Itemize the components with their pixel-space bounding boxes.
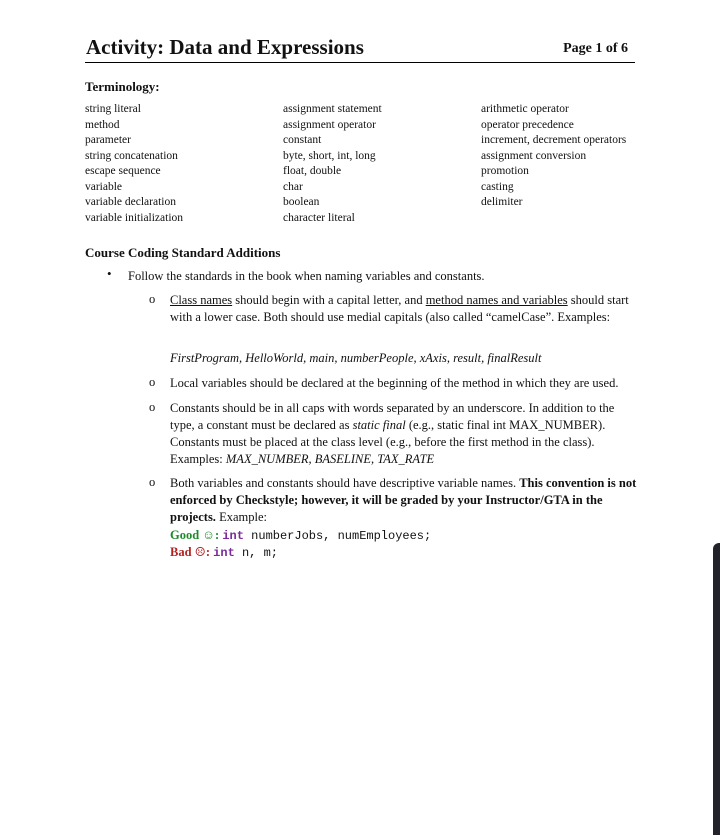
terminology-column-3 — [481, 102, 626, 211]
sub-bullet-marker: o — [149, 400, 156, 414]
camelcase-examples: FirstProgram, HelloWorld, main, numberPeople, xAxis, result, finalResult — [170, 351, 542, 365]
term-item: assignment statement — [283, 103, 382, 115]
coding-standards-heading: Course Coding Standard Additions — [85, 245, 281, 260]
term-item: assignment operator — [283, 118, 376, 131]
term-item: string literal — [85, 103, 141, 115]
standard-naming-case: Class names should begin with a capital letter, and method names and variables should start with a lower case. Both should use medial capitals (also called “camelCase”. Examples: — [170, 293, 629, 324]
term-item: string concatenation — [85, 149, 178, 162]
term-item: delimiter — [481, 196, 523, 208]
term-item: promotion — [481, 165, 529, 177]
term-item: arithmetic operator — [481, 103, 569, 115]
terminology-column-1 — [85, 102, 183, 226]
sub-bullet-marker: o — [149, 292, 156, 306]
good-example-code: numberJobs, numEmployees; — [243, 529, 432, 543]
standard-descriptive-names: Both variables and constants should have descriptive variable names. This convention is not enforced by Checkstyle; however, it will be graded by your Instructor/GTA in the projects. Example: — [170, 476, 637, 524]
standard-constants: Constants should be in all caps with words separated by an underscore. In addition to the type, a constant must be declared as static final (e.g., static final int MAX_NUMBER). Constants must be placed at the class level (e.g., before the first method in the class). Examples: MAX_NUMBER, BASELINE, TAX_RATE — [170, 401, 615, 466]
terminology-heading: Terminology: — [85, 79, 160, 94]
bad-example-label: Bad ☹: — [170, 545, 211, 559]
class-names-term: Class names — [170, 293, 233, 307]
good-example-line: Good ☺: int numberJobs, numEmployees; — [170, 528, 432, 543]
term-item: variable initialization — [85, 211, 184, 224]
term-item: char — [283, 180, 303, 193]
term-item: constant — [283, 134, 322, 146]
page-number: Page 1 of 6 — [563, 41, 628, 56]
term-item: variable — [85, 180, 123, 193]
term-item: assignment conversion — [481, 149, 587, 162]
term-item: casting — [481, 180, 514, 193]
good-example-label: Good ☺: — [170, 528, 220, 542]
term-item: method — [85, 118, 120, 131]
term-item: operator precedence — [481, 118, 574, 131]
method-variable-names-term: method names and variables — [425, 293, 568, 307]
term-item: escape sequence — [85, 165, 161, 177]
standard-local-variables: Local variables should be declared at the beginning of the method in which they are used. — [170, 376, 619, 390]
term-item: float, double — [283, 165, 342, 177]
bullet-marker: • — [107, 266, 112, 281]
term-item: parameter — [85, 134, 131, 146]
terminology-column-2 — [283, 102, 382, 226]
constant-examples: MAX_NUMBER, BASELINE, TAX_RATE — [225, 452, 435, 466]
term-item: boolean — [283, 196, 320, 208]
term-item: byte, short, int, long — [283, 149, 376, 162]
sub-bullet-marker: o — [149, 375, 156, 389]
term-item: increment, decrement operators — [481, 134, 627, 146]
term-item: character literal — [283, 211, 355, 224]
page-header — [85, 33, 635, 63]
bad-example-line: Bad ☹: int n, m; — [170, 545, 278, 560]
bad-example-code: n, m; — [234, 546, 278, 560]
bullet-text: Follow the standards in the book when naming variables and constants. — [128, 269, 485, 283]
side-scroll-tab[interactable] — [713, 543, 720, 835]
page-title: Activity: Data and Expressions — [86, 35, 364, 59]
term-item: variable declaration — [85, 196, 176, 208]
sub-bullet-marker: o — [149, 475, 156, 489]
